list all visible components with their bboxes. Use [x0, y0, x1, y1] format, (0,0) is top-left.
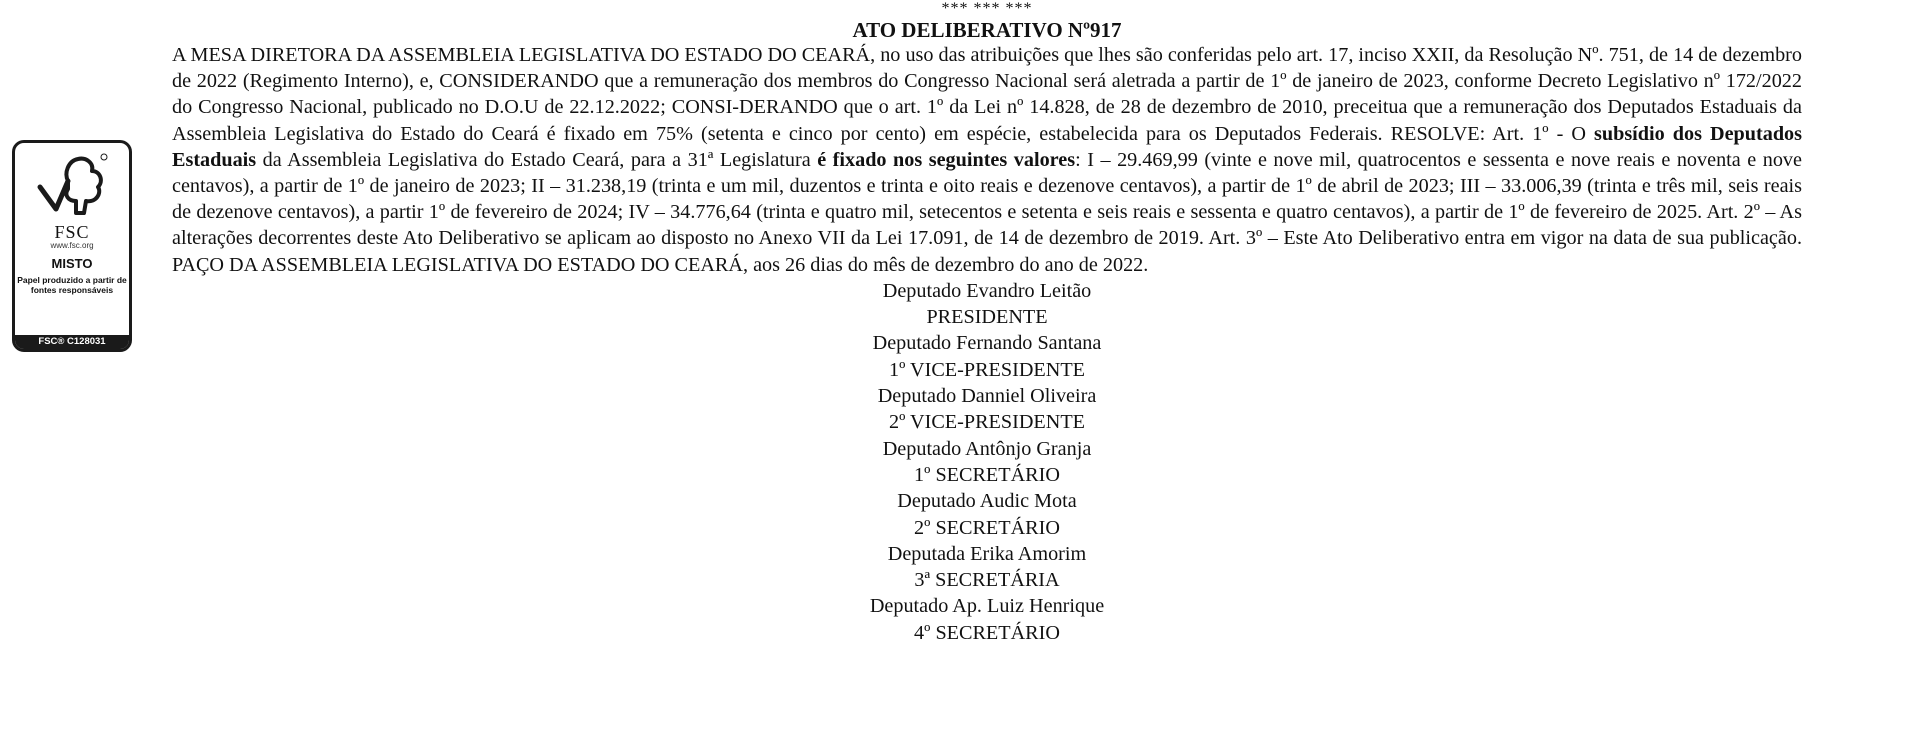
body-bold-part-2: é fixado nos seguintes valores — [817, 148, 1076, 171]
fsc-description: Papel produzido a partir de fontes responsáveis — [17, 275, 127, 295]
fsc-certification-logo — [12, 140, 132, 352]
signatory-name: Deputado Fernando Santana — [872, 332, 1102, 355]
signatory-role: 2º SECRETÁRIO — [914, 516, 1060, 539]
body-text-part-3: : I – 29.469,99 (vinte e nove mil, quatrocentos e sessenta e nove reais e noventa e nove centavos), a partir de 1º de janeiro de 2023; II – 31.238,19 (trinta e um mil, duzentos e trinta e oito reais e dezenove centavos), a partir de 1º de abril de 2023; III – 33.006,39 (trinta e três mil, seis reais de dezenove centavos), a partir 1º de fevereiro de 2024; IV – 34.776,64 (trinta e quatro mil, setecentos e setenta e seis reais e sessenta e quatro centavos), a partir de 1º de fevereiro de 2025. Art. 2º – As alterações decorrentes deste Ato Deliberativo se aplicam ao disposto no Anexo VII da Lei 17.091, de 14 de dezembro de 2019. Art. 3º – Este Ato Deliberativo entra em vigor na data de sua publicação. PAÇO DA ASSEMBLEIA LEGISLATIVA DO ESTADO DO CEARÁ, aos 26 dias do mês de dezembro do ano de 2022. — [172, 148, 1802, 276]
fsc-label: MISTO — [51, 256, 93, 271]
signatory-name: Deputado Ap. Luiz Henrique — [869, 595, 1105, 618]
signatures-block — [172, 278, 1802, 646]
signatory-role: 4º SECRETÁRIO — [914, 621, 1060, 644]
fsc-brand: FSC — [54, 222, 90, 242]
signatory-role: 1º SECRETÁRIO — [914, 463, 1060, 486]
signatory-role: PRESIDENTE — [926, 306, 1048, 329]
document — [172, 0, 1802, 646]
document-title: ATO DELIBERATIVO Nº917 — [852, 18, 1122, 42]
fsc-site: www.fsc.org — [50, 241, 94, 250]
body-bold-part-1: subsídio dos Deputados Estaduais — [172, 122, 1802, 171]
fsc-code: FSC® C128031 — [15, 335, 129, 349]
body-text-part-2: da Assembleia Legislativa do Estado Ceará, para a 31ª Legislatura — [256, 148, 818, 171]
body-text-part-1: A MESA DIRETORA DA ASSEMBLEIA LEGISLATIVA DO ESTADO DO CEARÁ, no uso das atribuições que lhes são conferidas pelo art. 17, inciso XXII, da Resolução Nº. 751, de 14 de dezembro de 2022 (Regimento Interno), e, CONSIDERANDO que a remuneração dos membros do Congresso Nacional será aletrada a partir de 1º de janeiro de 2023, conforme Decreto Legislativo nº 172/2022 do Congresso Nacional, publicado no D.O.U de 22.12.2022; CONSI-DERANDO que o art. 1º da Lei nº 14.828, de 28 de dezembro de 2010, preceitua que a remuneração dos Deputados Estaduais da Assembleia Legislativa do Estado do Ceará é fixado em 75% (setenta e cinco por cento) em espécie, estabelecida para os Deputados Federais. RESOLVE: Art. 1º - O — [172, 44, 1802, 145]
signatory-role: 3ª SECRETÁRIA — [914, 569, 1060, 592]
separator-stars: *** *** *** — [941, 0, 1033, 17]
signatory-role: 1º VICE-PRESIDENTE — [889, 358, 1085, 381]
signatory-name: Deputada Erika Amorim — [887, 542, 1087, 565]
signatory-name: Deputado Audic Mota — [897, 490, 1077, 513]
signatory-name: Deputado Evandro Leitão — [882, 279, 1092, 302]
signatory-name: Deputado Danniel Oliveira — [877, 385, 1097, 408]
signatory-name: Deputado Antônjo Granja — [882, 437, 1092, 460]
signatory-role: 2º VICE-PRESIDENTE — [889, 411, 1085, 434]
body-paragraph — [172, 42, 1802, 278]
fsc-tree-check-icon — [34, 151, 110, 221]
